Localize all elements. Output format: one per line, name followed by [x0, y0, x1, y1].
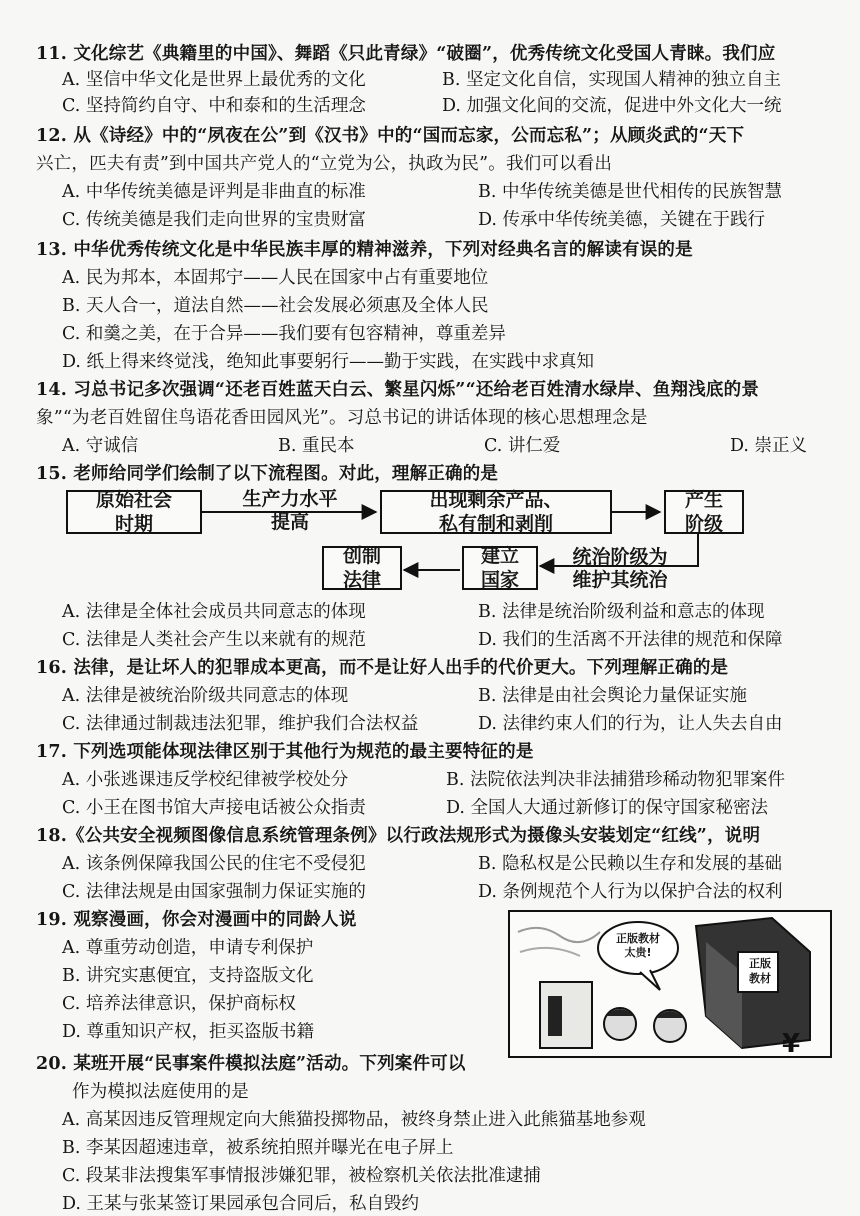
q13-option-c: C. 和羹之美，在于合异——我们要有包容精神，尊重差异	[62, 324, 506, 344]
q14-option-c: C. 讲仁爱	[484, 436, 561, 456]
q13-stem: 13. 中华优秀传统文化是中华民族丰厚的精神滋养，下列对经典名言的解读有误的是	[36, 240, 693, 260]
q18-option-a: A. 该条例保障我国公民的住宅不受侵犯	[62, 854, 366, 874]
flow-box-law	[322, 546, 402, 590]
flow-label-productivity-line1: 生产力水平	[242, 488, 338, 510]
flow-box-surplus-products-line2: 私有制和剥削	[438, 513, 553, 535]
flow-box-law-line1: 创制	[342, 545, 381, 567]
flow-box-classes-line1: 产生	[684, 489, 723, 511]
q16-option-c: C. 法律通过制裁违法犯罪，维护我们合法权益	[62, 714, 419, 734]
q19-option-d: D. 尊重知识产权，拒买盗版书籍	[62, 1022, 315, 1042]
q20-option-a: A. 高某因违反管理规定向大熊猫投掷物品，被终身禁止进入此熊猫基地参观	[62, 1110, 646, 1130]
q18-option-b: B. 隐私权是公民赖以生存和发展的基础	[478, 854, 782, 874]
cartoon-book-text	[740, 956, 780, 986]
q19-stem: 19. 观察漫画，你会对漫画中的同龄人说	[36, 910, 357, 930]
flow-label-ruling-class	[540, 546, 700, 592]
cartoon-book-line2: 教材	[749, 972, 771, 985]
q11-option-d: D. 加强文化间的交流，促进中外文化大一统	[442, 96, 782, 116]
flow-box-state-line1: 建立	[480, 545, 519, 567]
q12-option-b: B. 中华传统美德是世代相传的民族智慧	[478, 182, 782, 202]
q13-option-d: D. 纸上得来终觉浅，绝知此事要躬行——勤于实践，在实践中求真知	[62, 352, 595, 372]
q19-option-b: B. 讲究实惠便宜，支持盗版文化	[62, 966, 314, 986]
q12-stem-line1: 12. 从《诗经》中的“夙夜在公”到《汉书》中的“国而忘家，公而忘私”；从顾炎武的“天下	[36, 126, 745, 146]
q14-stem-line1: 14. 习总书记多次强调“还老百姓蓝天白云、繁星闪烁”“还给老百姓清水绿岸、鱼翔浅底的景	[36, 380, 760, 400]
q12-option-c: C. 传统美德是我们走向世界的宝贵财富	[62, 210, 366, 230]
q19-option-a: A. 尊重劳动创造，申请专利保护	[62, 938, 314, 958]
q18-option-c: C. 法律法规是由国家强制力保证实施的	[62, 882, 366, 902]
q11-option-a: A. 坚信中华文化是世界上最优秀的文化	[62, 70, 366, 90]
cartoon-small-book	[540, 982, 592, 1048]
q14-option-a: A. 守诚信	[62, 436, 139, 456]
q17-option-d: D. 全国人大通过新修订的保守国家秘密法	[446, 798, 769, 818]
q12-stem-line2: 兴亡，匹夫有责”到中国共产党人的“立党为公，执政为民”。我们可以看出	[36, 154, 613, 174]
flow-box-primitive-society-line1: 原始社会	[95, 489, 172, 511]
cartoon-bubble-line1: 正版教材	[616, 932, 660, 945]
q16-option-a: A. 法律是被统治阶级共同意志的体现	[62, 686, 349, 706]
flow-box-classes-line2: 阶级	[684, 513, 723, 535]
cartoon-image	[508, 910, 832, 1058]
q16-option-d: D. 法律约束人们的行为，让人失去自由	[478, 714, 783, 734]
q20-stem-line2: 作为模拟法庭使用的是	[72, 1082, 249, 1102]
flow-label-ruling-class-line2: 维护其统治	[572, 569, 668, 591]
flow-box-law-line2: 法律	[342, 569, 381, 591]
q18-stem: 18.《公共安全视频图像信息系统管理条例》以行政法规形式为摄像头安装划定“红线”，说明	[36, 826, 761, 846]
q13-option-a: A. 民为邦本，本固邦宁——人民在国家中占有重要地位	[62, 268, 489, 288]
cartoon-bubble-line2: 太贵!	[624, 946, 652, 959]
q15-option-a: A. 法律是全体社会成员共同意志的体现	[62, 602, 366, 622]
q13-option-b: B. 天人合一，道法自然——社会发展必须惠及全体人民	[62, 296, 489, 316]
q20-option-d: D. 王某与张某签订果园承包合同后，私自毁约	[62, 1194, 420, 1214]
q20-option-c: C. 段某非法搜集军事情报涉嫌犯罪，被检察机关依法批准逮捕	[62, 1166, 541, 1186]
q17-option-b: B. 法院依法判决非法捕猎珍稀动物犯罪案件	[446, 770, 785, 790]
flow-label-ruling-class-line1: 统治阶级为	[572, 546, 668, 568]
q16-option-b: B. 法律是由社会舆论力量保证实施	[478, 686, 747, 706]
q14-option-b: B. 重民本	[278, 436, 355, 456]
q12-option-d: D. 传承中华传统美德，关键在于践行	[478, 210, 766, 230]
cartoon-yuan-symbol: ¥	[782, 1029, 801, 1056]
q18-option-d: D. 条例规范个人行为以保护合法的权利	[478, 882, 783, 902]
flow-box-primitive-society-line2: 时期	[114, 513, 153, 535]
q16-stem: 16. 法律，是让坏人的犯罪成本更高，而不是让好人出手的代价更大。下列理解正确的是	[36, 658, 729, 678]
cartoon-drawing	[510, 912, 830, 1056]
flow-box-state-line2: 国家	[480, 569, 519, 591]
q20-option-b: B. 李某因超速违章，被系统拍照并曝光在电子屏上	[62, 1138, 454, 1158]
q17-option-a: A. 小张逃课违反学校纪律被学校处分	[62, 770, 349, 790]
q14-stem-line2: 象”“为老百姓留住鸟语花香田园风光”。习总书记的讲话体现的核心思想理念是	[36, 408, 648, 428]
flow-box-state	[462, 546, 538, 590]
flow-box-surplus-products	[380, 490, 612, 534]
q11-option-b: B. 坚定文化自信，实现国人精神的独立自主	[442, 70, 781, 90]
cartoon-book-line1: 正版	[749, 957, 771, 970]
q11-stem: 11. 文化综艺《典籍里的中国》、舞蹈《只此青绿》“破圈”，优秀传统文化受国人青睐。我们应	[36, 44, 776, 64]
flow-box-classes	[664, 490, 744, 534]
q12-option-a: A. 中华传统美德是评判是非曲直的标准	[62, 182, 366, 202]
cartoon-bubble-text	[610, 932, 666, 960]
flow-box-primitive-society	[66, 490, 202, 534]
q15-stem: 15. 老师给同学们绘制了以下流程图。对此，理解正确的是	[36, 464, 499, 484]
flow-box-surplus-products-line1: 出现剩余产品、	[429, 489, 563, 511]
q20-stem-line1: 20. 某班开展“民事案件模拟法庭”活动。下列案件可以	[36, 1054, 466, 1074]
q15-option-d: D. 我们的生活离不开法律的规范和保障	[478, 630, 783, 650]
flow-label-productivity-line2: 提高	[270, 511, 309, 533]
q19-option-c: C. 培养法律意识，保护商标权	[62, 994, 296, 1014]
q17-stem: 17. 下列选项能体现法律区别于其他行为规范的最主要特征的是	[36, 742, 534, 762]
q11-option-c: C. 坚持简约自守、中和泰和的生活理念	[62, 96, 366, 116]
flow-label-productivity	[210, 488, 370, 534]
q15-option-b: B. 法律是统治阶级利益和意志的体现	[478, 602, 765, 622]
q15-option-c: C. 法律是人类社会产生以来就有的规范	[62, 630, 366, 650]
q14-option-d: D. 崇正义	[730, 436, 808, 456]
q17-option-c: C. 小王在图书馆大声接电话被公众指责	[62, 798, 366, 818]
